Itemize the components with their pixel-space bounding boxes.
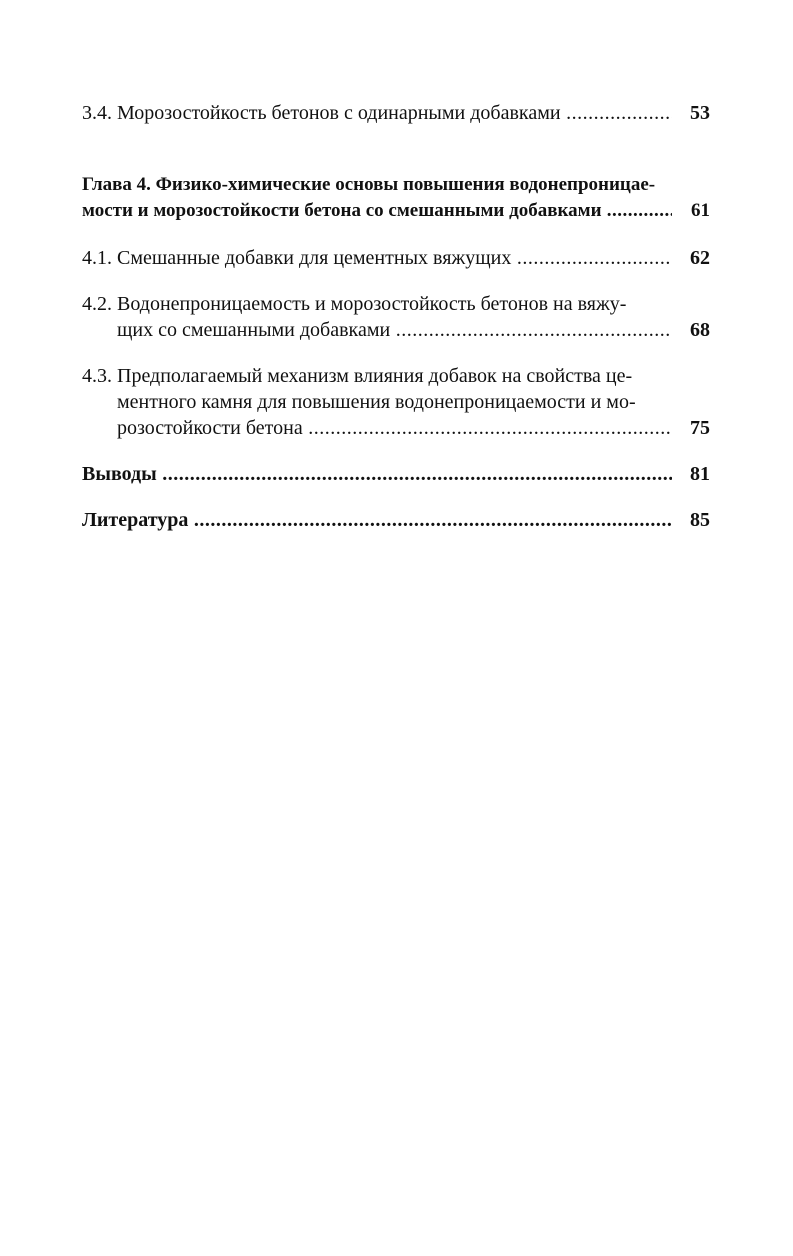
toc-page-number: 75: [690, 417, 710, 439]
toc-entry-title: 3.4. Морозостойкость бетонов с одинарными добавками .....: [82, 100, 672, 126]
toc-page-number: 62: [690, 247, 710, 269]
toc-entry-title: 4.1. Смешанные добавки для цементных вяжущих .....: [82, 245, 672, 271]
toc-entry-conclusions[interactable]: [82, 461, 710, 487]
toc-page-number: 85: [690, 509, 710, 531]
toc-entry-chapter-4[interactable]: [82, 172, 710, 224]
toc-page-number: 81: [690, 463, 710, 485]
toc-entry-4-3[interactable]: [82, 363, 710, 441]
toc-entry-title-line: розостойкости бетона .....: [82, 415, 672, 441]
toc-entry-references[interactable]: [82, 507, 710, 533]
toc-entry-title: Выводы .....: [82, 461, 672, 487]
toc-entry-title: Литература .....: [82, 507, 672, 533]
toc-entry-4-2[interactable]: [82, 291, 710, 343]
toc-page-number: 53: [690, 102, 710, 124]
toc-entry-title-line: ментного камня для повышения водонепроницаемости и мо-: [117, 391, 636, 413]
toc-entry-title-line: щих со смешанными добавками .....: [82, 317, 672, 343]
toc-entry-title-line: 4.3. Предполагаемый механизм влияния добавок на свойства це-: [82, 365, 633, 387]
toc-entry-title-line: Глава 4. Физико-химические основы повышения водонепроницае-: [82, 174, 656, 195]
toc-page-number: 61: [691, 200, 710, 221]
toc-entry-4-1[interactable]: [82, 245, 710, 271]
toc-entry-title-line: мости и морозостойкости бетона со смешанными добавками .....: [82, 198, 672, 224]
toc-page-number: 68: [690, 319, 710, 341]
toc-entry-3-4[interactable]: [82, 100, 710, 126]
toc-entry-title-line: 4.2. Водонепроницаемость и морозостойкость бетонов на вяжу-: [82, 293, 627, 315]
table-of-contents: [82, 100, 710, 533]
